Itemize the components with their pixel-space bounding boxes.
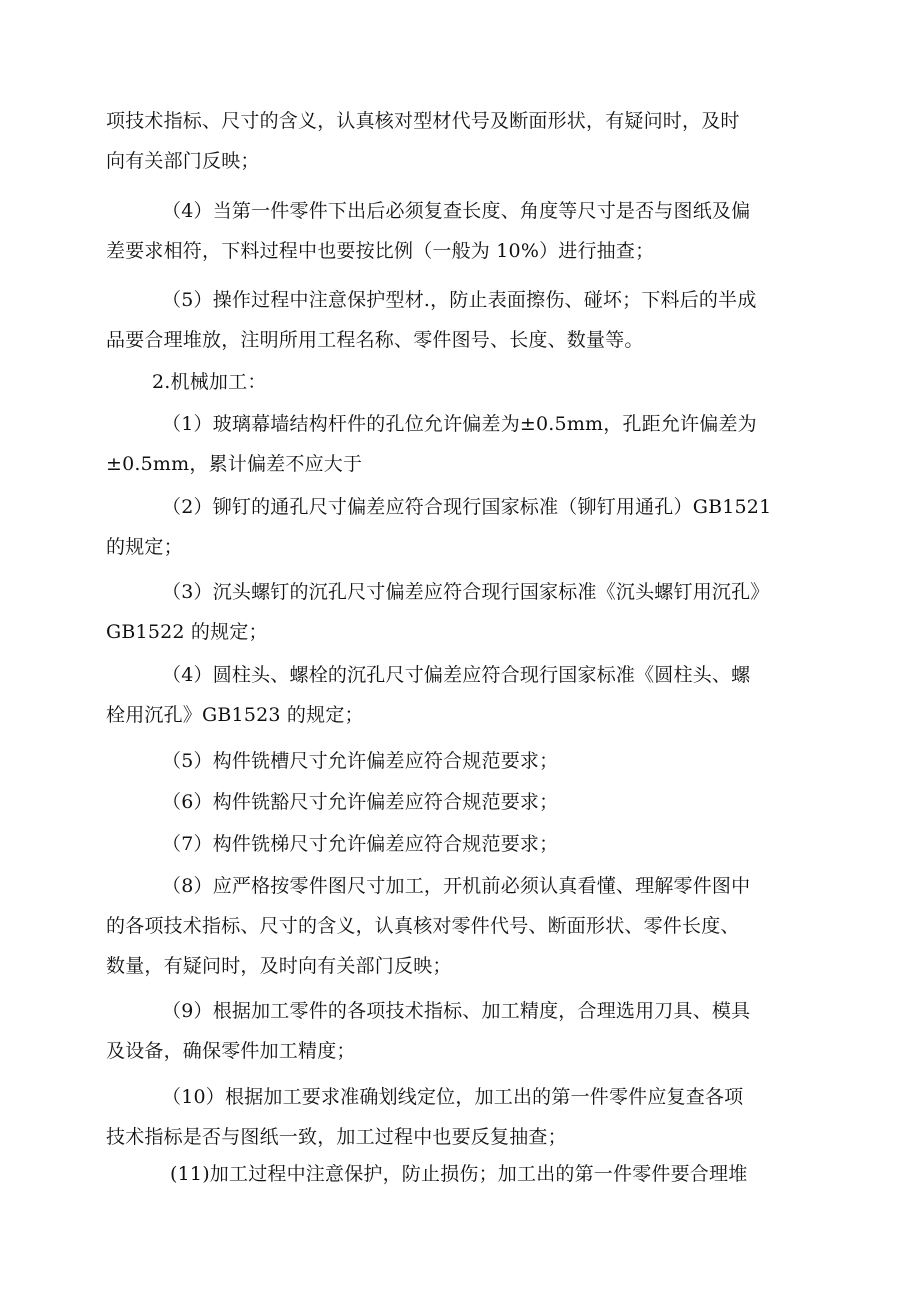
text-line: （10）根据加工要求准确划线定位，加工出的第一件零件应复查各项 [162,1086,744,1108]
text-line: （4）圆柱头、螺栓的沉孔尺寸偏差应符合现行国家标准《圆柱头、螺 [162,664,751,686]
text-line: 的规定； [106,536,183,558]
text-line: ±0.5mm，累计偏差不应大于 [106,453,363,475]
text-line: 的各项技术指标、尺寸的含义，认真核对零件代号、断面形状、零件长度、 [106,915,740,937]
text-line: 项技术指标、尺寸的含义，认真核对型材代号及断面形状，有疑问时，及时 [106,110,740,132]
text-line: （4）当第一件零件下出后必须复查长度、角度等尺寸是否与图纸及偏 [162,200,751,222]
text-line: （8）应严格按零件图尺寸加工，开机前必须认真看懂、理解零件图中 [162,875,751,897]
text-line: （1）玻璃幕墙结构杆件的孔位允许偏差为±0.5mm，孔距允许偏差为 [162,413,757,435]
text-line: （5）操作过程中注意保护型材.，防止表面擦伤、碰坏；下料后的半成 [162,289,757,311]
text-line: （6）构件铣豁尺寸允许偏差应符合规范要求； [162,791,559,813]
text-line: 栓用沉孔》GB1523 的规定； [106,704,364,726]
text-line: （7）构件铣梯尺寸允许偏差应符合规范要求； [162,833,559,855]
text-line: （9）根据加工零件的各项技术指标、加工精度，合理选用刀具、模具 [162,1000,751,1022]
text-line: 向有关部门反映； [106,150,260,172]
text-line: （3）沉头螺钉的沉孔尺寸偏差应符合现行国家标准《沉头螺钉用沉孔》 [162,581,770,603]
text-line: 品要合理堆放，注明所用工程名称、零件图号、长度、数量等。 [106,329,644,351]
text-line: 差要求相符，下料过程中也要按比例（一般为 10%）进行抽查； [106,240,655,262]
text-line: GB1522 的规定； [106,621,268,643]
text-line: （5）构件铣槽尺寸允许偏差应符合规范要求； [162,750,559,772]
text-line: 数量，有疑问时，及时向有关部门反映； [106,955,452,977]
text-line: 及设备，确保零件加工精度； [106,1040,356,1062]
text-line: 技术指标是否与图纸一致，加工过程中也要反复抽查； [106,1126,567,1148]
text-line: (11)加工过程中注意保护，防止损伤；加工出的第一件零件要合理堆 [170,1163,748,1185]
section-heading: 2.机械加工： [152,371,267,393]
text-line: （2）铆钉的通孔尺寸偏差应符合现行国家标准（铆钉用通孔）GB1521 [162,496,772,518]
